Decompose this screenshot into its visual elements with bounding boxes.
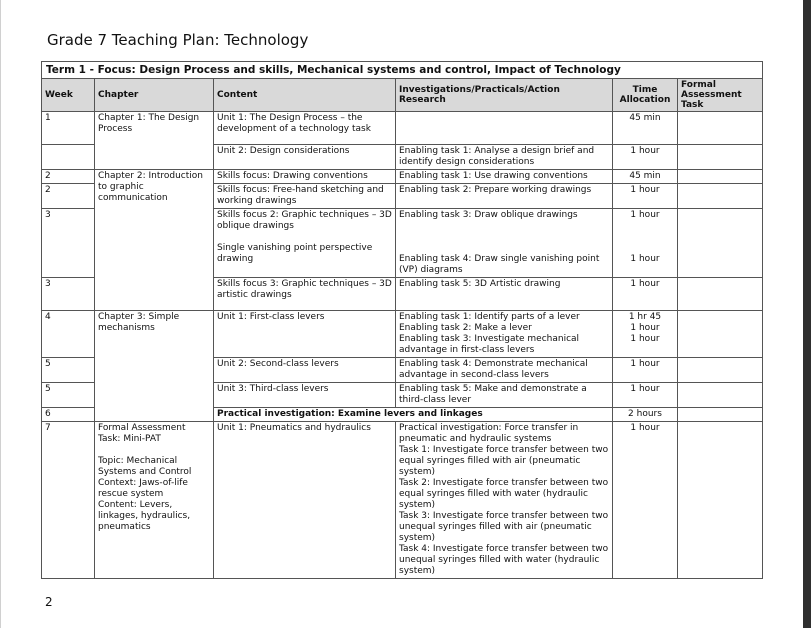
time-cell: 1 hour <box>613 383 678 408</box>
investigation-text: Practical investigation: Force transfer in pneumatic and hydraulic systems <box>399 423 579 444</box>
formal-cell <box>678 278 763 311</box>
time-cell: 2 hours <box>613 408 678 422</box>
investigation-text: Task 4: Investigate force transfer between two unequal syringes filled with water (hydraulic system) <box>399 544 609 576</box>
formal-cell <box>678 358 763 383</box>
header-formal: Formal Assessment Task <box>678 79 763 112</box>
header-chapter: Chapter <box>95 79 214 112</box>
header-time: Time Allocation <box>613 79 678 112</box>
investigation-cell: Enabling task 5: 3D Artistic drawing <box>396 278 613 311</box>
formal-cell <box>678 170 763 184</box>
content-cell: Unit 2: Design considerations <box>214 145 396 170</box>
time-cell: 45 min <box>613 170 678 184</box>
investigation-text: Task 2: Investigate force transfer between two equal syringes filled with water (hydraulic system) <box>399 478 609 510</box>
term-heading: Term 1 - Focus: Design Process and skills, Mechanical systems and control, Impact of Technology <box>42 62 763 79</box>
time-cell: 1 hour <box>613 278 678 311</box>
investigation-text: Task 3: Investigate force transfer between two unequal syringes filled with air (pneumatic system) <box>399 511 609 543</box>
content-cell: Unit 1: Pneumatics and hydraulics <box>214 422 396 579</box>
week-cell: 3 <box>42 209 95 278</box>
investigation-text: Enabling task 1: Identify parts of a lever <box>399 312 580 322</box>
content-cell: Unit 1: The Design Process – the development of a technology task <box>214 112 396 145</box>
time-cell <box>613 209 678 278</box>
content-cell: Skills focus 3: Graphic techniques – 3D artistic drawings <box>214 278 396 311</box>
formal-cell <box>678 112 763 145</box>
week-cell: 4 <box>42 311 95 358</box>
chapter-cell: Chapter 2: Introduction to graphic communication <box>95 170 214 311</box>
investigation-cell: Enabling task 2: Prepare working drawings <box>396 184 613 209</box>
content-text: Skills focus 2: Graphic techniques – 3D oblique drawings <box>217 210 392 231</box>
investigation-cell <box>396 311 613 358</box>
content-cell: Unit 2: Second-class levers <box>214 358 396 383</box>
formal-cell <box>678 311 763 358</box>
investigation-cell <box>396 209 613 278</box>
content-cell <box>214 209 396 278</box>
time-cell: 1 hour <box>613 422 678 579</box>
content-text: Single vanishing point perspective drawing <box>217 243 373 264</box>
teaching-plan-table <box>41 61 763 579</box>
investigation-text: Enabling task 3: Draw oblique drawings <box>399 210 578 220</box>
formal-cell <box>678 145 763 170</box>
investigation-cell: Enabling task 1: Use drawing conventions <box>396 170 613 184</box>
investigation-cell <box>396 422 613 579</box>
time-text: 1 hour <box>630 334 660 344</box>
chapter-text: Content: Levers, linkages, hydraulics, pneumatics <box>98 500 191 532</box>
table-row <box>42 422 763 579</box>
time-text: 1 hour <box>630 254 660 264</box>
table-row <box>42 311 763 358</box>
chapter-cell: Chapter 1: The Design Process <box>95 112 214 170</box>
content-cell: Skills focus: Free-hand sketching and working drawings <box>214 184 396 209</box>
table-row <box>42 112 763 145</box>
header-investigations: Investigations/Practicals/Action Research <box>396 79 613 112</box>
content-cell: Skills focus: Drawing conventions <box>214 170 396 184</box>
formal-cell <box>678 383 763 408</box>
time-cell: 1 hour <box>613 358 678 383</box>
header-week: Week <box>42 79 95 112</box>
week-cell: 7 <box>42 422 95 579</box>
table-row <box>42 170 763 184</box>
week-cell: 5 <box>42 383 95 408</box>
week-cell <box>42 145 95 170</box>
time-cell: 45 min <box>613 112 678 145</box>
week-cell: 1 <box>42 112 95 145</box>
header-content: Content <box>214 79 396 112</box>
chapter-cell <box>95 422 214 579</box>
time-cell: 1 hour <box>613 145 678 170</box>
practical-investigation-cell: Practical investigation: Examine levers and linkages <box>214 408 613 422</box>
investigation-cell: Enabling task 1: Analyse a design brief and identify design considerations <box>396 145 613 170</box>
week-cell: 3 <box>42 278 95 311</box>
page-number: 2 <box>45 595 53 609</box>
investigation-text: Enabling task 4: Draw single vanishing point (VP) diagrams <box>399 254 600 275</box>
investigation-cell <box>396 112 613 145</box>
page-title: Grade 7 Teaching Plan: Technology <box>47 31 309 49</box>
header-row <box>42 79 763 112</box>
formal-cell <box>678 422 763 579</box>
viewer-background <box>803 0 811 628</box>
week-cell: 2 <box>42 184 95 209</box>
week-cell: 5 <box>42 358 95 383</box>
investigation-text: Enabling task 3: Investigate mechanical advantage in first-class levers <box>399 334 580 355</box>
investigation-cell: Enabling task 5: Make and demonstrate a third-class lever <box>396 383 613 408</box>
content-cell: Unit 3: Third-class levers <box>214 383 396 408</box>
time-text: 1 hour <box>630 323 660 333</box>
content-cell: Unit 1: First-class levers <box>214 311 396 358</box>
chapter-text: Context: Jaws-of-life rescue system <box>98 478 188 499</box>
week-cell: 6 <box>42 408 95 422</box>
time-cell: 1 hour <box>613 184 678 209</box>
week-cell: 2 <box>42 170 95 184</box>
chapter-text: Topic: Mechanical Systems and Control <box>98 456 192 477</box>
term-heading-row <box>42 62 763 79</box>
investigation-text: Task 1: Investigate force transfer between two equal syringes filled with air (pneumatic system) <box>399 445 609 477</box>
time-cell <box>613 311 678 358</box>
chapter-cell: Chapter 3: Simple mechanisms <box>95 311 214 422</box>
formal-cell <box>678 408 763 422</box>
investigation-cell: Enabling task 4: Demonstrate mechanical advantage in second-class levers <box>396 358 613 383</box>
time-text: 1 hour <box>630 210 660 220</box>
formal-cell <box>678 184 763 209</box>
formal-cell <box>678 209 763 278</box>
time-text: 1 hr 45 <box>628 312 662 322</box>
investigation-text: Enabling task 2: Make a lever <box>399 323 532 333</box>
chapter-text: Formal Assessment Task: Mini-PAT <box>98 423 186 444</box>
